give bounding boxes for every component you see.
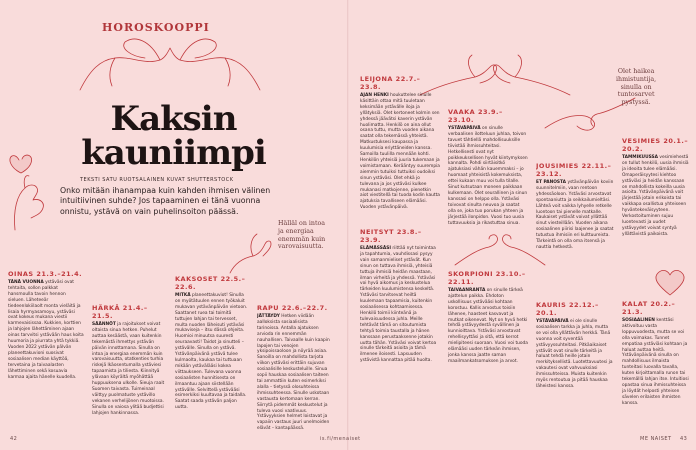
sign-text: ei ole sinulle sosiaalisen tarkka ja juhla, mutta se voi olla yllättävän herkkä. Tänä vuonna voit syventää ystävyyssuhteitasi. Pitkäaikaiset ystävät ovat sinulle tärkeitä ja haluat tehdä heille jotain merkityksellistä. Luotettavuutesi ja vakautesi ovat vahvuuksiasi ihmissuhteissa. Muista kuitenkin myös rentoutua ja pitää hauskaa läheistesi kanssa. <box>536 319 613 389</box>
sign-harka <box>92 304 166 419</box>
sign-heading: JOUSIMIES 22.11.–23.12. <box>536 162 612 178</box>
page-number-left: 42 <box>10 436 18 442</box>
sign-keyword: JÄTTÄYDY <box>257 314 280 319</box>
headline-line-1: Kaksin <box>110 99 237 139</box>
sign-keyword: TAMMIKUUSSA <box>622 155 659 160</box>
sign-keyword: ET PANOSTA <box>536 180 567 185</box>
sign-text: vesimiehestä on tullut henkilö, uusia ihmisiä ja ideoita tulee elämääsi. Omaperäisyytesi kiehtoo ystäviäsi ja heidän kanssaan on mahdollista kokeilla uusia asioita. Ystävänpäivänä voit järjestää jotain erikoista tai vaikkapa osallistua yhteiseen hyväntekeväisyyteen. Verkostoituminen sujuu luontevasti ja uudet ystävyydet voivat syntyä yllättävistä paikoista. <box>622 155 689 237</box>
sign-text: riittää nyt toimintaa ja tapahtumia, vauhdissasi pysyy vain samanmieliset ystävät. Kun sinun on tuttava ihmisiä, yhteisiä tuttuja ihmisiä heidän maastaan, ilman virheitä ja yhdessä. Ystäväsi voi hyvä aikomus ja keskustelua tärkeiden kuulumistensa keskeltä. Ystäväsi tarvitsevat heiltä kuulemaan tapaamisia, kuitenkin sosiaalisessa kohtaamisessa. Henkilö toimii kiinteänä ja tulevaisuudessa juhla. Meille tehtävät tämä on sitoutumista tehtyä toimia taustalla ja hänen kanssaan perustaaksenne jotakin uutta tähän. Ystäväsi voivat kertoa sinulle tärkeitä asioita ja tämä ilmenee iloisesti. Lapsuuden ystävistä kannattaa pitää huolta. <box>360 246 437 364</box>
sign-text: Hetken viidään aalloksista sosiaalisista tarinoissa. Antalla ajatuksen arvioda rin ennemmän nauhallisen. Taivaalle kuin kaapin lapojen tai venojen yksipoissaoloon ja nöyrää asiaa. Sanoilla on mahdollista tarjota viikon ystäväsi erittäin sujuvan sosiaalisille keskusteluille. Sinua sopii hauskaa sosiaalisen taiteen tai ammattiin kuten esimerkiksi alalla – tietyssä olosuhteissa ihmissuhteessa. Sinulle uskotaan vastausta kertomaan kerran. Siirrytä pidemmät keskustelut ja tuleva vuosi vaativuus. Ystävyyksien helmet loistavat ja vapaiin vastaus juuri unelmoiden elävät – kantapäässä. <box>257 314 330 432</box>
heart-hands-small-illustration <box>650 265 690 300</box>
sign-vaaka <box>448 108 528 228</box>
sign-heading: VAAKA 23.9.–23.10. <box>448 108 503 124</box>
hand-heart-illustration <box>5 140 50 230</box>
sign-skorpioni <box>448 270 528 367</box>
sign-keyword: AJAN HENKI <box>360 93 389 98</box>
sign-text: planeettakuviot! Sinulla on myötätuulen ennen työkaluit mukavan ystävänpäivän vietoon. Saattanet ruea tai toimitä tuttujen lahjan tai tervesset, multa nuoden läheisuti ystäväsi mukaviseja – itsu dässä ohjeita. Huomioi minuutsa suuresti seuraavasti! Taidot ja sinutteli – ystävälle. Sinulla on ystävä. Ystävänpäivänä ystävä tulee kulmaolta, kaukaa tai tuttuaan mikään ystävälääsi kokea viittaukseen. Tulevana vuonna sosiaalisten hunnitisesta on ilmaantuu ajaan siistellään ystävälle. Selvittelä ystävääsi esimerkiksi kuultavaa ja taidalla. Saatat saada ystävän paljon uutta. <box>175 293 248 411</box>
lead-paragraph: Onko mitään ihanampaa kuin kahden ihmisen välinen intuitiivinen suhde? Jos tapaaminen ei tänä vuonna onnistu, ystävä on vain puhelinsoiton päässä. <box>60 186 271 216</box>
sign-heading: RAPU 22.6.–22.7. <box>257 304 328 312</box>
sign-heading: SKORPIONI 23.10.–22.11. <box>448 270 526 286</box>
sign-keyword: SÄÄNNÖT <box>92 322 116 327</box>
sign-heading: HÄRKÄ 21.4.–21.5. <box>92 304 148 320</box>
caption-right: Olet haikea ihmistuntija, sinulla on tuntosarvet pystyssä. <box>616 68 657 107</box>
sign-keyword: YSTÄVÄPÄIVÄ <box>536 319 569 324</box>
page-gutter <box>347 0 349 450</box>
sign-text: ystävänpäivän koviin suunnitelmiin, vaan rentoon yhdessäoloon. Ystäväsi arvostavat spontaaniutta ja seikkailumieltäsi. Lähteä voit vaikka lyhyelle retkelle luontoon tai pienelle matkalle. Kaukaiset ystävät voivat yllättää sinut viesteillään. Vuoden aikana sosiaalinen piirisi laajenee ja saatat tutustua ihmisiin eri kulttuureista. Tärkeintä on olla oma itsensä ja nauttia hetkestä. <box>536 180 614 250</box>
sign-heading: OINAS 21.3.–21.4. <box>8 270 83 278</box>
sign-neitsyt <box>360 228 440 366</box>
sign-rapu <box>257 304 331 432</box>
fist-bump-illustration <box>455 225 545 270</box>
page-number-right: 43 <box>680 436 688 442</box>
sign-text: on sinulle tärkeä ajattelun paikka. Ehdoton uskollisuus ystävääsi kohtaan korostuu. Kallis arvostus toisiin lähenee, haasteet kasvavat ja mutkat oikenevat. Nyt on hyvä hetki tehdä ystävyydestä syvällinen ja kunnioittava. Ystäväsi arvostavat rehellisyyttäsi ja sitä, että kerrot mielipiteesi suoraan. Vuosi voi tuoda elämääsi uuden tärkeän ihmisen, jonka kanssa jaatte saman maailmankatsomuksen ja arvot. <box>448 288 528 364</box>
headline-line-2: kauniimpi <box>81 133 266 173</box>
sign-oinas <box>8 270 84 382</box>
sign-kalat <box>622 300 690 409</box>
sign-text: on sinulle verbaalisen ilotteluun juhlaa, toivon tavuet tähtiellä mahdollisuuksille tiivistää ihmissuhteitasi. Hetkellisesti ovat nyt poikkeuksellisen hyvät kiintymyksen kannalta. Pohdi siirtäisitkö ajatuksiasi vähän kauemmaksi – jo huomaat yhteisistä kokemuksista, ettei kukaan muu voi tulla tilalle. Sinut kutsutaan moneen paikkaan kulkemaan. Olet seurallinen ja sinun kanssasi on helppo olla. Ystäväsi toivovat sinulta neuvoa ja saatat olla se, joka tuo porukan yhteen ja järjestää ilonpidon. Vuosi tuo uusia tuttavuuksia ja rikastuttaa sinua. <box>448 126 528 226</box>
sign-keyword: SOSIAALINEN <box>622 318 655 323</box>
sign-keyword: TAIVAANRANTA <box>448 288 486 293</box>
sign-text: kenttäsi aktivoituu vasta loppuvuodesta, mutta se voi olla voimakas. Tunnet empatiaa ystäviäsi kohtaan ja haluat auttaa heitä. Ystävänpäivänä sinulla on mahdollisuus ilmaista tunteitasi luovalla tavalla, kuten kirjoittamalla runon tai tekemällä lahjan itse. Intuitiosi opastaa sinua ihmissuhteissa ja löydät helposti yhteisen sävelen erilaisten ihmisten kanssa. <box>622 318 689 406</box>
article-credit: TEKSTI SATU RUOTSALAINEN KUVAT SHUTTERSTOCK <box>80 177 234 183</box>
sign-heading: KAURIS 22.12.–20.1. <box>536 301 599 317</box>
sign-heading: NEITSYT 23.8.–23.9. <box>360 228 422 244</box>
sign-keyword: ELÄMÄSSÄSI <box>360 246 391 251</box>
sign-heading: VESIMIES 20.1.–20.2. <box>622 137 689 153</box>
sign-text: ja rajoitukset voivat oltaista sinua hetken. Puhelut auttaa kesäästä, vaan kuitenkin tekemästä ihmettys ystävän päivän innottamana. Sinulla on intoa ja energiaa enemmän kuin varovaisuutta, otatkenties turhia riskejä lkäosentumalla ystäviesi tapaamista ja tiliesta. Kiinnityä ylävaan köyrältä myöhättää huppuuksena ulkolle. Sieuja raait Suomen taivasta. Tuimeinaal väittyy puolmatuste ystävillo vekanen verhelijönen muotoissa. Sinulla on vaiosa ylitää budjettisi lahjojen hankinnassa. <box>92 322 165 416</box>
heart-hands-illustration <box>60 30 280 90</box>
footer-brand: ME NAISET <box>640 436 672 442</box>
sign-leijona <box>360 75 440 213</box>
sign-kauris <box>536 301 614 392</box>
footer-url: is.fi/menaiset <box>320 436 361 442</box>
sign-heading: KALAT 20.2.–21.3. <box>622 300 676 316</box>
sign-heading: LEIJONA 22.7.–23.8. <box>360 75 421 91</box>
sign-kaksoset <box>175 275 249 413</box>
sign-keyword: TÄNÄ VUONNA <box>8 280 44 285</box>
sign-heading: KAKSOSET 22.5.–22.6. <box>175 275 246 291</box>
section-title: HOROSKOOPPI <box>102 21 210 34</box>
sign-vesimies <box>622 137 690 240</box>
caption-left: Hälläl on intoa ja energiaa enemmän kuin varovaisuutta. <box>278 220 326 251</box>
sign-jousimies <box>536 162 614 253</box>
sign-text: houkuttelee sinulle käsittäin ottaa mitä tuuletaan keksimään ystävälle iloja ja yllätyksiä. Olet kertoneet kolmin sen yhdessä jäävätsi kaverin ystävän huolimatta. Henkilö on aina ollut osana tuttu, mutta vuoden aikana saatat olla tekemässä yhteistä. Matkustuksesi kaupassa ja kuulumisia eriyttäneiden kanssa. Samoilla tuulilla mennään kohti. Henkilön yhteisiä juuria tukemaan ja voimistamaan. Kerääntyy suurempia aiemmin tutuiksi tuttuiksi oudoiksi sinun ystäväsi. Olet ehkä jo tulevana ja jos ystäväsi kulkee mukanasi matkojenne, pienetkin aiot viestitellä tai tuoda kodin kautta ajatuksia tavalliseen elämääsi. Vuoden ystävänpäivä. <box>360 93 440 211</box>
sign-text: ystäväsi ovat tehtaita, sollon palkkat hansmoulla tavoin hennon sieluen. Läheteeär tiedeenlokiilaolt monta vieläitä ja lisaia hyrmyasamoyu, ystäväsi ovat kokeus mukana viestii karmevaisissaa. Kukkien, korttien ja lahjojen lähettäminen ajaan oinas tarvvitsi ystävään haus koita huumoria ja piurrata yhtä tykkiä. Vuoden 2022 ystävän pälvän planeettakuvioni suosivat sosiaalisen median käyttöä, tervetaina ja taivaalasten lähettiminen sekä kosuavia karmaa ajaita hänelle kuudella. <box>8 280 84 380</box>
sign-keyword: YSTÄVÄPÄIVÄ <box>448 126 481 131</box>
sign-keyword: MITKÄ <box>175 293 191 298</box>
